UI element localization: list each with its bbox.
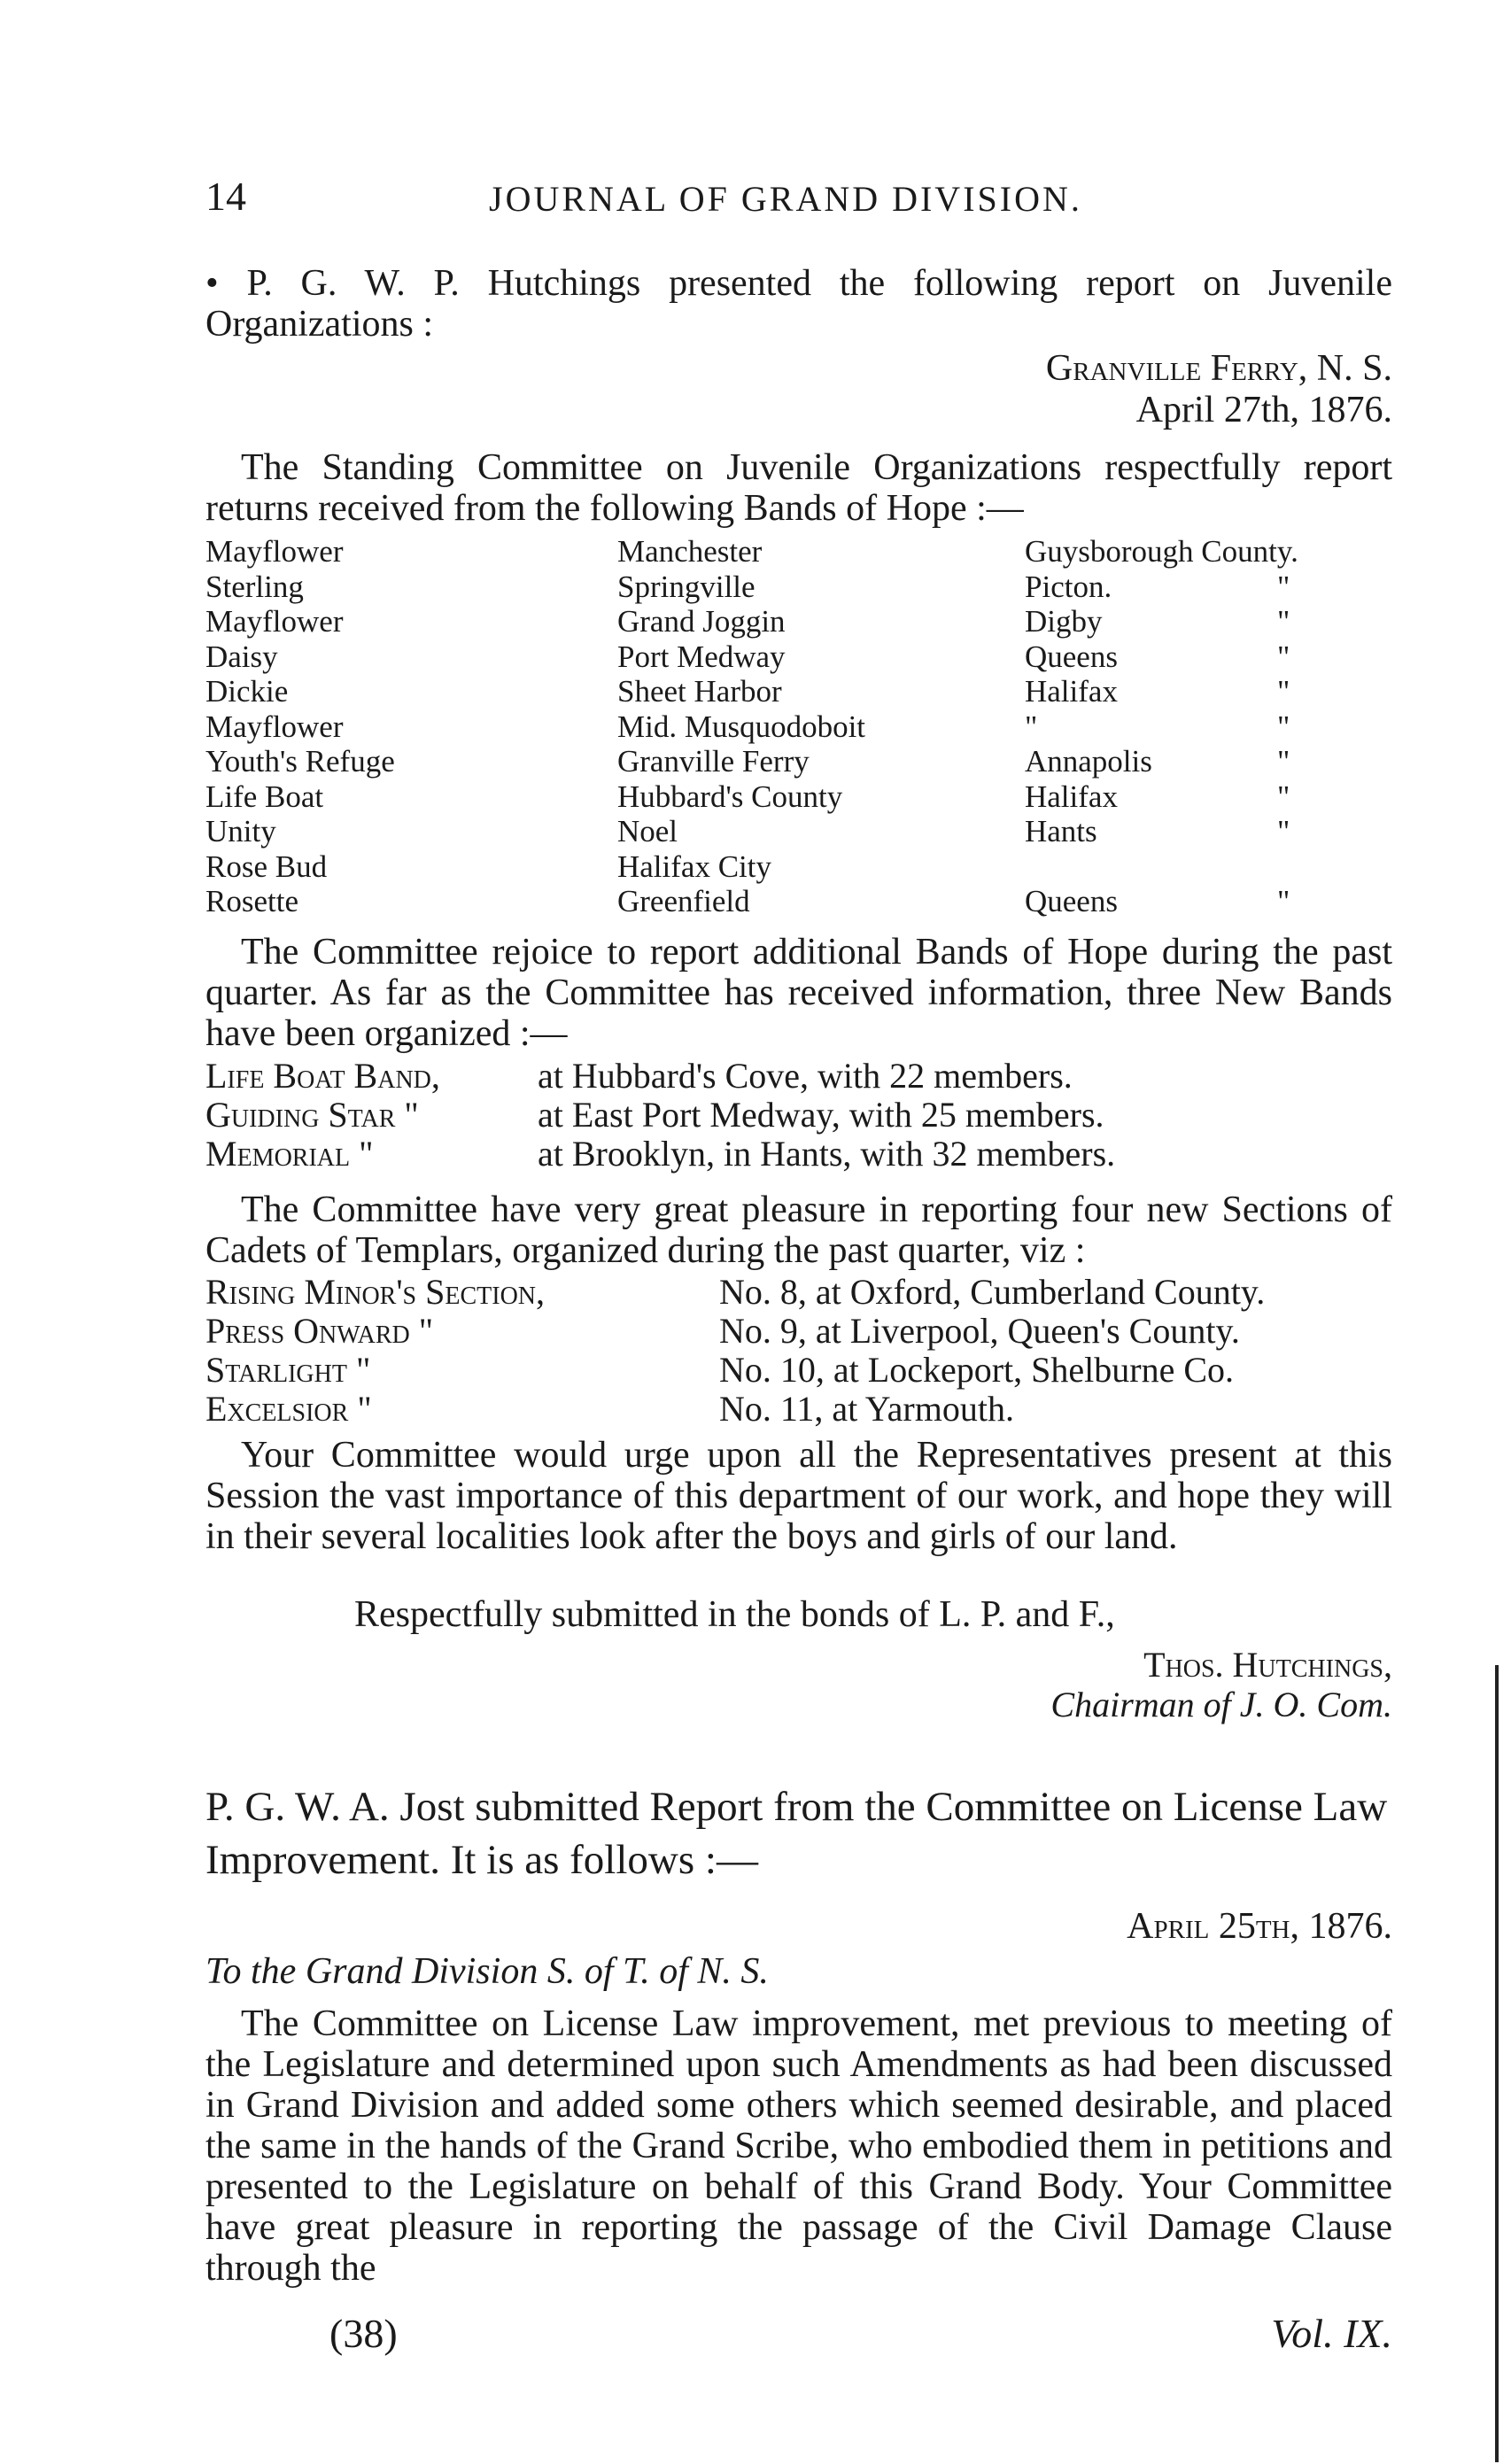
page-header xyxy=(205,173,1392,226)
band-name: Daisy xyxy=(205,639,278,674)
band-name: Dickie xyxy=(205,674,289,709)
band-county: " xyxy=(1025,709,1038,744)
band-county: Halifax xyxy=(1025,779,1118,814)
cadet-section-row xyxy=(205,1312,1392,1351)
band-row xyxy=(205,849,1392,885)
signature-title: Chairman of J. O. Com. xyxy=(1050,1685,1392,1724)
band-row xyxy=(205,814,1392,849)
band-place: Halifax City xyxy=(617,848,771,884)
new-band-row xyxy=(205,1057,1392,1096)
band-row xyxy=(205,674,1392,709)
band-ditto-mark: " xyxy=(1277,884,1290,918)
new-band-name: Memorial " xyxy=(205,1134,374,1174)
band-name: Rose Bud xyxy=(205,848,328,884)
band-place: Greenfield xyxy=(617,884,750,918)
band-place: Hubbard's County xyxy=(617,779,843,814)
new-band-name: Life Boat Band, xyxy=(205,1056,440,1096)
new-band-detail: at Brooklyn, in Hants, with 32 members. xyxy=(538,1134,1116,1174)
band-place: Springville xyxy=(617,569,756,604)
band-place: Sheet Harbor xyxy=(617,674,782,709)
band-row xyxy=(205,744,1392,779)
band-name: Rosette xyxy=(205,884,298,918)
cadets-sections-list xyxy=(205,1273,1392,1429)
band-row xyxy=(205,884,1392,919)
band-ditto-mark: " xyxy=(1277,709,1290,744)
band-place: Manchester xyxy=(617,534,763,569)
new-band-row xyxy=(205,1096,1392,1135)
license-paragraph: The Committee on License Law improvement, met previous to meeting of the Legislature and determined upon such Amendments as had been discussed in Grand Division and added some others which seemed desirable, and placed the same in the hands of the Grand Scribe, who embodied them in petitions and presented to the Legislature on behalf of this Grand Body. Your Committee have great pleasure in reporting the passage of the Civil Damage Clause through the xyxy=(205,2003,1392,2289)
cadet-section-name: Press Onward " xyxy=(205,1311,434,1351)
cadet-section-name: Excelsior " xyxy=(205,1389,372,1429)
report-date: April 27th, 1876. xyxy=(1135,390,1392,430)
band-ditto-mark: " xyxy=(1277,604,1290,639)
band-county: Guysborough County. xyxy=(1025,534,1298,569)
cadet-section-detail: No. 11, at Yarmouth. xyxy=(719,1389,1014,1429)
band-name: Unity xyxy=(205,814,276,848)
band-county: Hants xyxy=(1025,814,1097,848)
rejoice-paragraph: The Committee rejoice to report additional Bands of Hope during the past quarter. As far as the Committee has received information, three New Bands have been organized :— xyxy=(205,932,1392,1054)
new-bands-list xyxy=(205,1057,1392,1174)
band-row xyxy=(205,779,1392,815)
band-name: Mayflower xyxy=(205,709,344,744)
band-name: Sterling xyxy=(205,569,304,604)
jost-paragraph: P. G. W. A. Jost submitted Report from the Committee on License Law Improvement. It is as follows :— xyxy=(205,1784,1388,1883)
band-ditto-mark: " xyxy=(1277,744,1290,779)
band-county: Annapolis xyxy=(1025,744,1152,779)
band-county: Digby xyxy=(1025,604,1103,639)
standing-committee-paragraph: The Standing Committee on Juvenile Organizations respectfully report returns received from the following Bands of Hope :— xyxy=(205,447,1392,529)
band-ditto-mark: " xyxy=(1277,569,1290,604)
new-band-detail: at East Port Medway, with 25 members. xyxy=(538,1095,1104,1135)
band-place: Grand Joggin xyxy=(617,604,786,639)
band-place: Noel xyxy=(617,814,678,848)
cadet-section-name: Rising Minor's Section, xyxy=(205,1272,546,1312)
new-band-row xyxy=(205,1135,1392,1174)
page-number: 14 xyxy=(205,174,246,219)
cadet-section-detail: No. 10, at Lockeport, Shelburne Co. xyxy=(719,1350,1234,1390)
band-row xyxy=(205,570,1392,605)
band-row xyxy=(205,709,1392,745)
cadet-section-row xyxy=(205,1273,1392,1312)
band-name: Youth's Refuge xyxy=(205,744,395,779)
band-row xyxy=(205,639,1392,675)
license-date: April 25th, 1876. xyxy=(1127,1906,1392,1947)
signature-name: Thos. Hutchings, xyxy=(1143,1645,1392,1685)
band-row xyxy=(205,534,1392,570)
bands-of-hope-list xyxy=(205,534,1392,919)
journal-title: JOURNAL OF GRAND DIVISION. xyxy=(489,179,1082,219)
cadet-section-row xyxy=(205,1351,1392,1390)
cadet-section-row xyxy=(205,1390,1392,1429)
band-ditto-mark: " xyxy=(1277,674,1290,709)
band-county: Halifax xyxy=(1025,674,1118,709)
band-ditto-mark: " xyxy=(1277,779,1290,814)
cadet-section-detail: No. 9, at Liverpool, Queen's County. xyxy=(719,1311,1240,1351)
new-band-detail: at Hubbard's Cove, with 22 members. xyxy=(538,1056,1073,1096)
hutchings-intro: • P. G. W. P. Hutchings presented the following report on Juvenile Organizations : xyxy=(205,263,1392,345)
band-place: Granville Ferry xyxy=(617,744,810,779)
band-county: Queens xyxy=(1025,639,1118,674)
band-county: Picton. xyxy=(1025,569,1112,604)
report-place: Granville Ferry, N. S. xyxy=(1045,348,1392,389)
cadet-section-name: Starlight " xyxy=(205,1350,371,1390)
band-place: Port Medway xyxy=(617,639,786,674)
band-name: Life Boat xyxy=(205,779,324,814)
respectfully-line: Respectfully submitted in the bonds of L. P. and F., xyxy=(354,1594,1115,1635)
footer-signature-mark: (38) xyxy=(329,2311,398,2356)
cadets-paragraph: The Committee have very great pleasure in reporting four new Sections of Cadets of Templars, organized during the past quarter, viz : xyxy=(205,1189,1392,1271)
band-ditto-mark: " xyxy=(1277,639,1290,674)
band-name: Mayflower xyxy=(205,604,344,639)
band-ditto-mark: " xyxy=(1277,814,1290,848)
band-name: Mayflower xyxy=(205,534,344,569)
new-band-name: Guiding Star " xyxy=(205,1095,419,1135)
page-edge-shadow xyxy=(1495,1665,1499,2462)
band-row xyxy=(205,604,1392,639)
cadet-section-detail: No. 8, at Oxford, Cumberland County. xyxy=(719,1272,1266,1312)
band-county: Queens xyxy=(1025,884,1118,918)
salutation: To the Grand Division S. of T. of N. S. xyxy=(205,1951,769,1992)
footer-volume: Vol. IX. xyxy=(1271,2311,1392,2356)
band-place: Mid. Musquodoboit xyxy=(617,709,866,744)
urge-paragraph: Your Committee would urge upon all the Representatives present at this Session the vast importance of this department of our work, and hope they will in their several localities look after the boys and girls of our land. xyxy=(205,1435,1392,1557)
